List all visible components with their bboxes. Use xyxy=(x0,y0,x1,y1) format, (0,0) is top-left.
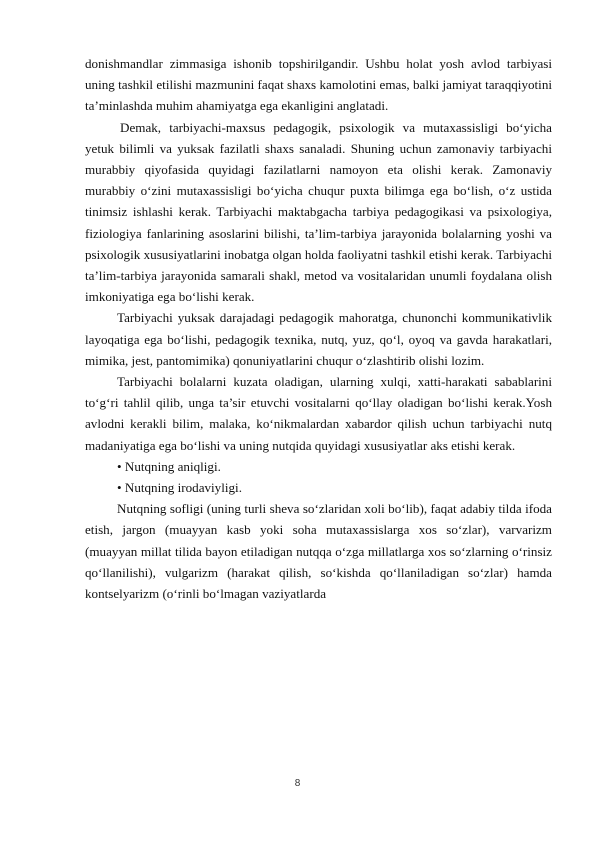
paragraph-continuation: donishmandlar zimmasiga ishonib topshirilgandir. Ushbu holat yosh avlod tarbiyasi uning tashkil etilishi mazmunini faqat shaxs kamolotini emas, balki jamiyat taraqqiyotini ta’minlashda muhim ahamiyatga ega ekanligini anglatadi. xyxy=(85,56,552,114)
paragraph-speech-culture: Tarbiyachi bolalarni kuzata oladigan, ularning xulqi, xatti-harakati sabablarini to‘g‘ri tahlil qilib, unga ta’sir etuvchi vositalarni qo‘llay oladigan bo‘lishi kerak.Yosh avlodni kerakli bilim, malaka, ko‘nikmalardan xabardor qilish uchun tarbiyachi nutq madaniyatiga ega bo‘lishi va uning nutqida quyidagi xususiyatlar aks etishi kerak. xyxy=(85,374,552,453)
page-number: 8 xyxy=(294,778,301,789)
bullet-item-accuracy: • Nutqning aniqligi. xyxy=(117,458,221,474)
paragraph-tarbiyachi-definition: Demak, tarbiyachi-maxsus pedagogik, psixologik va mutaxassisligi bo‘yicha yetuk bilimli va yuksak fazilatli shaxs sanaladi. Shuning uchun zamonaviy tarbiyachi murabbiy qiyofasida quyidagi fazilatlarni namoyon eta olishi kerak. Zamonaviy murabbiy o‘zini mutaxassisligi bo‘yicha chuqur puxta bilimga ega bo‘lish, o‘z ustida tinimsiz ishlashi kerak. Tarbiyachi maktabgacha tarbiya pedagogikasi va psixologiya, fiziologiya fanlarining asoslarini bilishi, ta’lim-tarbiya jarayonida bolalarning yoshi va psixologik xususiyatlarini inobatga olgan holda faoliyatni tashkil etishi kerak. Tarbiyachi ta’lim-tarbiya jarayonida samarali shakl, metod va vositalaridan unumli foydalana olish imkoniyatiga ega bo‘lishi kerak. xyxy=(85,119,552,305)
document-body xyxy=(85,53,552,604)
paragraph-pedagogical-skill: Tarbiyachi yuksak darajadagi pedagogik mahoratga, chunonchi kommunikativlik layoqatiga ega bo‘lishi, pedagogik texnika, nutq, yuz, qo‘l, oyoq va gavda harakatlari, mimika, jest, pantomimika) qonuniyatlarini chuqur o‘zlashtirib olishi lozim. xyxy=(85,310,552,368)
paragraph-speech-purity: Nutqning sofligi (uning turli sheva so‘zlaridan xoli bo‘lib), faqat adabiy tilda ifoda etish, jargon (muayyan kasb yoki soha mutaxassislarga xos so‘zlar), varvarizm (muayyan millat tilida bayon etiladigan nutqqa o‘zga millatlarga xos so‘zlarning o‘rinsiz qo‘llanilishi), vulgarizm (harakat qilish, so‘kishda qo‘llaniladigan so‘zlar) hamda kontselyarizm (o‘rinli bo‘lmagan vaziyatlarda xyxy=(85,501,552,602)
bullet-item-volition: • Nutqning irodaviyligi. xyxy=(117,480,242,496)
